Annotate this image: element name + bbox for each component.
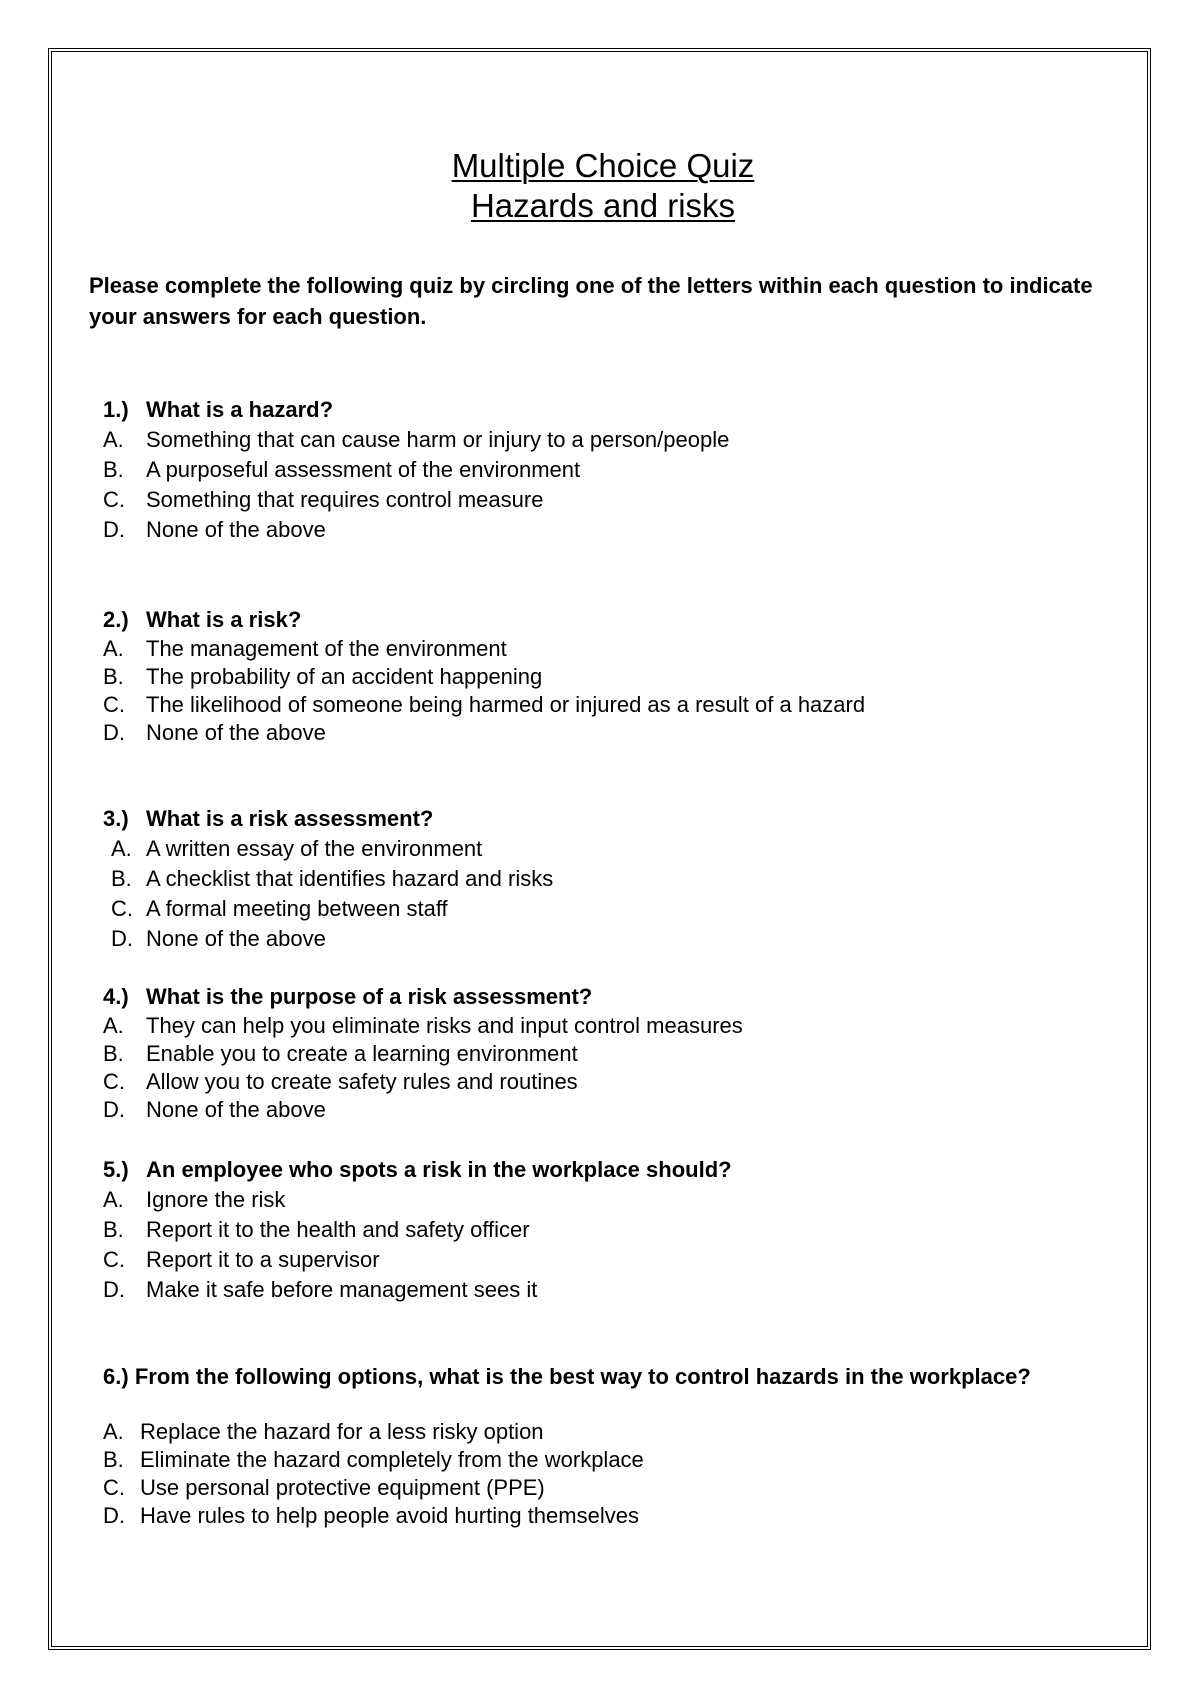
option-d[interactable] xyxy=(103,1096,1143,1124)
option-list xyxy=(103,425,1143,545)
option-text: A written essay of the environment xyxy=(146,836,483,861)
question-3 xyxy=(103,804,1143,954)
option-b[interactable] xyxy=(103,455,1143,485)
option-text: None of the above xyxy=(146,926,326,951)
option-d[interactable] xyxy=(103,1275,1143,1305)
option-d[interactable] xyxy=(103,1502,1143,1530)
option-text: Use personal protective equipment (PPE) xyxy=(140,1475,545,1500)
option-text: A formal meeting between staff xyxy=(146,896,448,921)
option-list xyxy=(103,834,1143,954)
option-list xyxy=(103,1012,1143,1124)
option-a[interactable] xyxy=(103,1012,1143,1040)
option-letter: C. xyxy=(103,1475,125,1500)
option-b[interactable] xyxy=(103,1446,1143,1474)
option-b[interactable] xyxy=(103,1215,1143,1245)
option-letter: C. xyxy=(103,692,125,717)
option-a[interactable] xyxy=(103,1418,1143,1446)
question-heading xyxy=(103,1155,1143,1185)
option-letter: C. xyxy=(103,1069,125,1094)
option-list xyxy=(103,1185,1143,1305)
question-text: What is a hazard? xyxy=(146,397,334,422)
option-text: None of the above xyxy=(146,517,326,542)
option-letter: A. xyxy=(111,836,132,861)
option-text: Something that can cause harm or injury to a person/people xyxy=(146,427,730,452)
option-letter: A. xyxy=(103,1419,124,1444)
option-text: The management of the environment xyxy=(146,636,507,661)
question-number: 1.) xyxy=(103,397,129,422)
option-b[interactable] xyxy=(103,663,1143,691)
question-number: 4.) xyxy=(103,984,129,1009)
question-4 xyxy=(103,982,1143,1124)
option-c[interactable] xyxy=(103,485,1143,515)
option-list xyxy=(103,1418,1143,1530)
question-heading xyxy=(103,605,1143,635)
option-a[interactable] xyxy=(103,635,1143,663)
option-letter: D. xyxy=(103,720,125,745)
question-1 xyxy=(103,395,1143,545)
option-text: Enable you to create a learning environment xyxy=(146,1041,578,1066)
option-letter: B. xyxy=(103,1447,124,1472)
option-text: Report it to a supervisor xyxy=(146,1247,380,1272)
question-text: An employee who spots a risk in the workplace should? xyxy=(146,1157,732,1182)
option-text: A purposeful assessment of the environment xyxy=(146,457,581,482)
option-text: The probability of an accident happening xyxy=(146,664,543,689)
question-6 xyxy=(103,1362,1143,1530)
option-letter: A. xyxy=(103,1013,124,1038)
option-letter: D. xyxy=(103,1503,125,1528)
question-number: 2.) xyxy=(103,607,129,632)
option-letter: B. xyxy=(103,664,124,689)
option-text: A checklist that identifies hazard and risks xyxy=(146,866,554,891)
question-5 xyxy=(103,1155,1143,1305)
question-heading xyxy=(103,1362,1143,1392)
question-2 xyxy=(103,605,1143,747)
question-number: 3.) xyxy=(103,806,129,831)
question-text: What is a risk assessment? xyxy=(146,806,434,831)
option-text: Allow you to create safety rules and routines xyxy=(146,1069,578,1094)
option-text: Ignore the risk xyxy=(146,1187,286,1212)
option-c[interactable] xyxy=(103,1474,1143,1502)
option-text: Have rules to help people avoid hurting themselves xyxy=(140,1503,639,1528)
question-number: 6.) xyxy=(103,1364,129,1389)
option-text: Report it to the health and safety officer xyxy=(146,1217,530,1242)
option-c[interactable] xyxy=(103,691,1143,719)
option-letter: D. xyxy=(103,517,125,542)
option-c[interactable] xyxy=(103,1068,1143,1096)
option-d[interactable] xyxy=(103,719,1143,747)
option-letter: D. xyxy=(103,1097,125,1122)
option-letter: D. xyxy=(111,926,133,951)
question-text: From the following options, what is the best way to control hazards in the workplace? xyxy=(134,1364,1031,1389)
option-text: None of the above xyxy=(146,720,326,745)
option-text: Eliminate the hazard completely from the workplace xyxy=(140,1447,644,1472)
option-d[interactable] xyxy=(103,515,1143,545)
option-text: The likelihood of someone being harmed or injured as a result of a hazard xyxy=(146,692,866,717)
option-b[interactable] xyxy=(103,1040,1143,1068)
option-c[interactable] xyxy=(103,1245,1143,1275)
option-letter: C. xyxy=(103,487,125,512)
option-text: They can help you eliminate risks and input control measures xyxy=(146,1013,743,1038)
title-line-2: Hazards and risks xyxy=(470,187,736,224)
option-letter: A. xyxy=(103,636,124,661)
option-text: None of the above xyxy=(146,1097,326,1122)
option-letter: B. xyxy=(103,1041,124,1066)
option-a[interactable] xyxy=(103,425,1143,455)
option-list xyxy=(103,635,1143,747)
question-heading xyxy=(103,982,1143,1012)
option-letter: D. xyxy=(103,1277,125,1302)
option-letter: C. xyxy=(111,896,133,921)
option-letter: C. xyxy=(103,1247,125,1272)
option-letter: A. xyxy=(103,427,124,452)
question-text: What is a risk? xyxy=(146,607,302,632)
option-text: Replace the hazard for a less risky option xyxy=(140,1419,544,1444)
option-letter: A. xyxy=(103,1187,124,1212)
question-heading xyxy=(103,395,1143,425)
option-a[interactable] xyxy=(103,1185,1143,1215)
option-d[interactable] xyxy=(103,924,1143,954)
option-letter: B. xyxy=(111,866,132,891)
option-text: Something that requires control measure xyxy=(146,487,544,512)
option-b[interactable] xyxy=(103,864,1143,894)
question-text: What is the purpose of a risk assessment? xyxy=(146,984,593,1009)
option-c[interactable] xyxy=(103,894,1143,924)
option-letter: B. xyxy=(103,1217,124,1242)
question-heading xyxy=(103,804,1143,834)
quiz-title xyxy=(48,146,1158,226)
question-number: 5.) xyxy=(103,1157,129,1182)
option-letter: B. xyxy=(103,457,124,482)
instructions: Please complete the following quiz by circling one of the letters within each question to indicate your answers for each question. xyxy=(89,273,1093,329)
option-text: Make it safe before management sees it xyxy=(146,1277,538,1302)
option-a[interactable] xyxy=(103,834,1143,864)
title-line-1: Multiple Choice Quiz xyxy=(451,147,755,184)
